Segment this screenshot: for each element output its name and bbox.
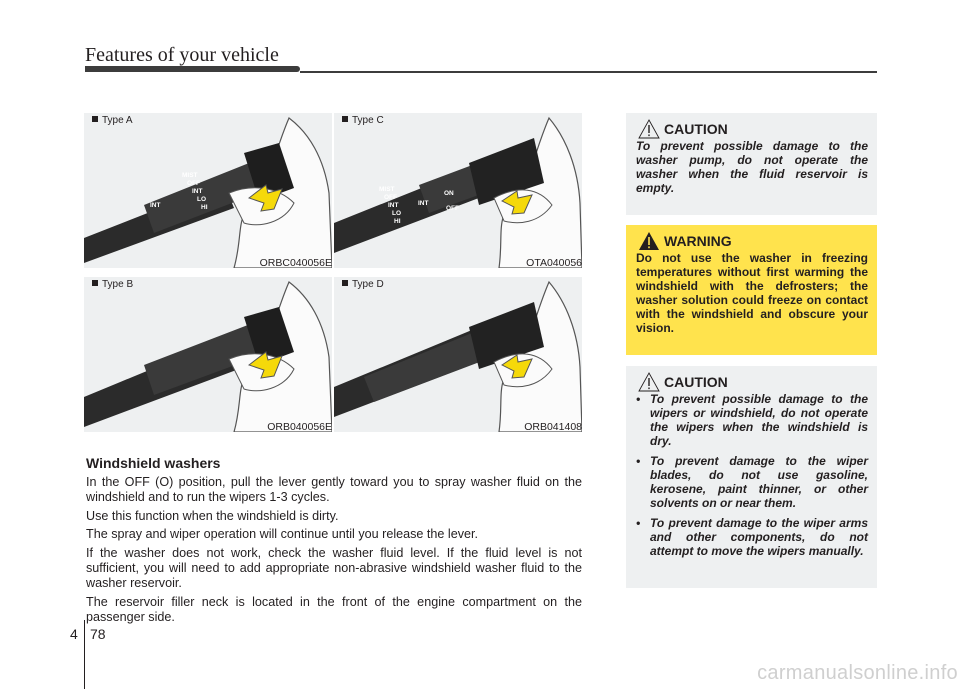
- wiper-lever-illustration: [84, 113, 332, 268]
- lever-mark: MIST: [379, 186, 395, 193]
- footer-divider: [84, 620, 85, 689]
- caution-triangle-icon: [638, 372, 660, 392]
- section-body: [86, 475, 582, 629]
- lever-mark: HI: [201, 204, 208, 211]
- caution-text: To prevent possible damage to the washer pump, do not operate the washer when the fluid reservoir is empty.: [636, 139, 868, 195]
- body-paragraph: The reservoir filler neck is located in the front of the engine compartment on the passenger side.: [86, 594, 582, 625]
- figure-type-b: [84, 277, 332, 432]
- lever-mark: LO: [197, 196, 207, 203]
- figure-type-d: [334, 277, 582, 432]
- section-title: Windshield washers: [86, 455, 221, 471]
- caution-box-washer: [626, 113, 877, 215]
- caution-heading: CAUTION: [636, 119, 868, 139]
- warning-text: Do not use the washer in freezing temperatures without first warming the windshield with the defrosters; the washer solution could freeze on contact with the windshield and obscure your vision.: [636, 251, 868, 335]
- figure-code: ORBC040056E: [259, 257, 332, 268]
- lever-mark: MIST: [182, 172, 198, 179]
- figure-code: OTA040056: [526, 257, 582, 268]
- figure-type-label: Type B: [92, 279, 133, 290]
- caution-list: [636, 392, 868, 558]
- caution-triangle-icon: [638, 119, 660, 139]
- warning-heading: WARNING: [636, 231, 868, 251]
- header-rule: [300, 71, 877, 73]
- figure-type-label: Type D: [342, 279, 384, 290]
- lever-mark: LO: [392, 210, 402, 217]
- list-item: • To prevent damage to the wiper arms and other components, do not attempt to move the wipers manually.: [636, 516, 868, 558]
- warning-triangle-icon: [638, 231, 660, 251]
- lever-mark: INT: [150, 202, 161, 209]
- lever-mark: HI: [394, 218, 401, 225]
- page-number: 78: [90, 626, 106, 642]
- body-paragraph: In the OFF (O) position, pull the lever gently toward you to spray washer fluid on the windshield and to run the wipers 1-3 cycles.: [86, 475, 582, 505]
- figure-type-c: [334, 113, 582, 268]
- wiper-lever-illustration: [334, 113, 582, 268]
- body-paragraph: The spray and wiper operation will continue until you release the lever.: [86, 527, 479, 542]
- list-item: • To prevent damage to the wiper blades, do not use gasoline, kerosene, paint thinner, or other solvents on or near them.: [636, 454, 868, 510]
- body-paragraph: Use this function when the windshield is dirty.: [86, 508, 339, 523]
- lever-mark: OFF: [446, 205, 459, 212]
- lever-mark: OFF: [187, 180, 200, 187]
- warning-box-freezing: [626, 225, 877, 355]
- figure-type-a: [84, 113, 332, 268]
- lever-mark: INT: [388, 202, 399, 209]
- figure-type-label: Type A: [92, 115, 133, 126]
- figure-type-label: Type C: [342, 115, 384, 126]
- lever-mark: ON: [444, 190, 454, 197]
- lever-mark: OFF: [384, 194, 397, 201]
- figure-code: ORB041408: [524, 421, 582, 432]
- caution-box-wipers: [626, 366, 877, 588]
- wiper-lever-illustration: [334, 277, 582, 432]
- page-header-title: Features of your vehicle: [85, 44, 279, 66]
- page-section-number: 4: [70, 626, 78, 642]
- wiper-lever-illustration: [84, 277, 332, 432]
- lever-mark: INT: [192, 188, 203, 195]
- caution-heading: CAUTION: [636, 372, 868, 392]
- watermark: carmanualsonline.info: [757, 662, 958, 684]
- header-bar: [85, 66, 300, 72]
- list-item: • To prevent possible damage to the wipers or windshield, do not operate the wipers when the windshield is dry.: [636, 392, 868, 448]
- lever-mark: INT: [418, 200, 429, 207]
- body-paragraph: If the washer does not work, check the washer fluid level. If the fluid level is not sufficient, you will need to add appropriate non-abrasive windshield washer fluid to the washer reservoir.: [86, 545, 582, 591]
- figure-code: ORB040056E: [267, 421, 332, 432]
